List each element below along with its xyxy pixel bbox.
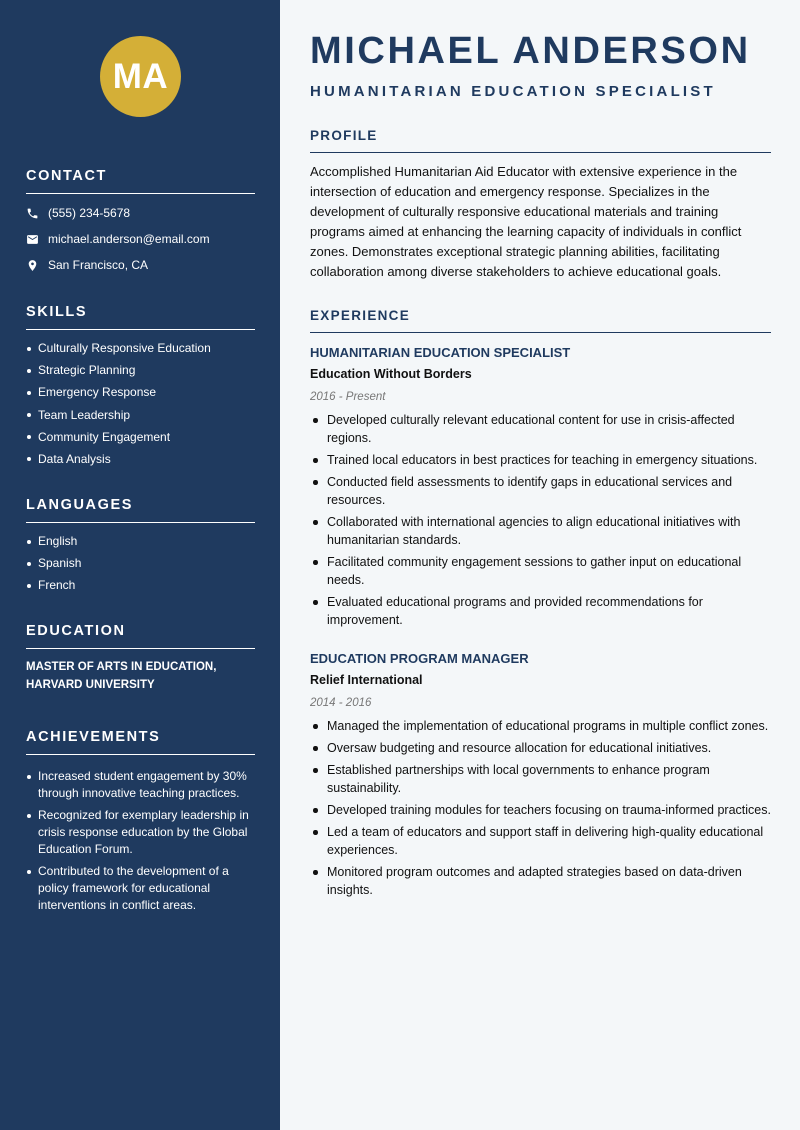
languages-heading: LANGUAGES	[26, 497, 255, 523]
contact-location	[26, 252, 255, 278]
job-bullet: Evaluated educational programs and provided recommendations for improvement.	[310, 593, 771, 629]
email-icon	[26, 233, 39, 246]
skills-heading: SKILLS	[26, 304, 255, 330]
job-company: Education Without Borders	[310, 367, 472, 381]
languages-list	[26, 533, 255, 600]
job-entry	[310, 648, 771, 903]
job-bullet: Developed culturally relevant educational content for use in crisis-affected regions.	[310, 411, 771, 447]
experience-heading: EXPERIENCE	[310, 308, 771, 333]
job-bullet: Developed training modules for teachers focusing on trauma-informed practices.	[310, 801, 771, 819]
contact-section	[26, 168, 255, 278]
language-item: Spanish	[26, 555, 255, 577]
profile-section	[310, 128, 771, 282]
skill-item: Emergency Response	[26, 384, 255, 406]
skills-section	[26, 304, 255, 473]
job-bullet: Established partnerships with local governments to enhance program sustainability.	[310, 761, 771, 797]
avatar-initials: MA	[100, 36, 181, 117]
profile-heading: PROFILE	[310, 128, 771, 153]
job-title: HUMANITARIAN EDUCATION SPECIALIST	[310, 345, 571, 360]
job-company: Relief International	[310, 673, 423, 687]
candidate-title: HUMANITARIAN EDUCATION SPECIALIST	[310, 83, 716, 100]
job-bullet: Managed the implementation of educational programs in multiple conflict zones.	[310, 717, 771, 735]
languages-section	[26, 497, 255, 600]
location-pin-icon	[26, 259, 39, 272]
skill-item: Team Leadership	[26, 407, 255, 429]
skill-item: Community Engagement	[26, 429, 255, 451]
education-degree: MASTER OF ARTS IN EDUCATION, HARVARD UNIVERSITY	[26, 661, 217, 691]
achievement-item: Contributed to the development of a policy framework for educational interventions in conflict areas.	[26, 863, 255, 914]
job-bullet: Monitored program outcomes and adapted strategies based on data-driven insights.	[310, 863, 771, 899]
achievements-heading: ACHIEVEMENTS	[26, 729, 255, 755]
job-bullets	[310, 717, 771, 899]
job-bullet: Led a team of educators and support staff in delivering high-quality educational experiences.	[310, 823, 771, 859]
job-bullet: Collaborated with international agencies to align educational initiatives with humanitarian standards.	[310, 513, 771, 549]
job-dates: 2016 - Present	[310, 391, 386, 403]
location-text: San Francisco, CA	[48, 258, 149, 272]
phone-text: (555) 234-5678	[48, 206, 131, 220]
language-item: English	[26, 533, 255, 555]
job-title: EDUCATION PROGRAM MANAGER	[310, 651, 529, 666]
achievements-section	[26, 729, 255, 914]
candidate-name: MICHAEL ANDERSON	[310, 30, 751, 72]
contact-email	[26, 226, 255, 252]
experience-section	[310, 308, 771, 633]
job-bullets	[310, 411, 771, 629]
job-dates: 2014 - 2016	[310, 697, 372, 709]
skill-item: Culturally Responsive Education	[26, 340, 255, 362]
phone-icon	[26, 207, 39, 220]
achievement-item: Recognized for exemplary leadership in crisis response education by the Global Education Forum.	[26, 807, 255, 858]
job-bullet: Oversaw budgeting and resource allocation for educational initiatives.	[310, 739, 771, 757]
job-bullet: Trained local educators in best practices for teaching in emergency situations.	[310, 451, 771, 469]
skills-list	[26, 340, 255, 473]
education-heading: EDUCATION	[26, 623, 255, 649]
skill-item: Data Analysis	[26, 451, 255, 473]
contact-phone	[26, 200, 255, 226]
job-bullet: Facilitated community engagement sessions to gather input on educational needs.	[310, 553, 771, 589]
skill-item: Strategic Planning	[26, 362, 255, 384]
sidebar	[0, 0, 280, 1130]
language-item: French	[26, 577, 255, 599]
email-text: michael.anderson@email.com	[48, 232, 210, 246]
achievements-list	[26, 768, 255, 914]
contact-heading: CONTACT	[26, 168, 255, 194]
profile-text: Accomplished Humanitarian Aid Educator with extensive experience in the intersection of education and emergency response. Specializes in the development of culturally responsive educational materials and training programs aimed at enhancing the learning capacity of individuals in conflict zones. Demonstrates exceptional strategic planning abilities, facilitating collaboration among diverse stakeholders to achieve educational goals.	[310, 164, 742, 279]
job-bullet: Conducted field assessments to identify gaps in educational services and resources.	[310, 473, 771, 509]
job-entry	[310, 342, 771, 629]
achievement-item: Increased student engagement by 30% through innovative teaching practices.	[26, 768, 255, 802]
education-section	[26, 623, 255, 694]
